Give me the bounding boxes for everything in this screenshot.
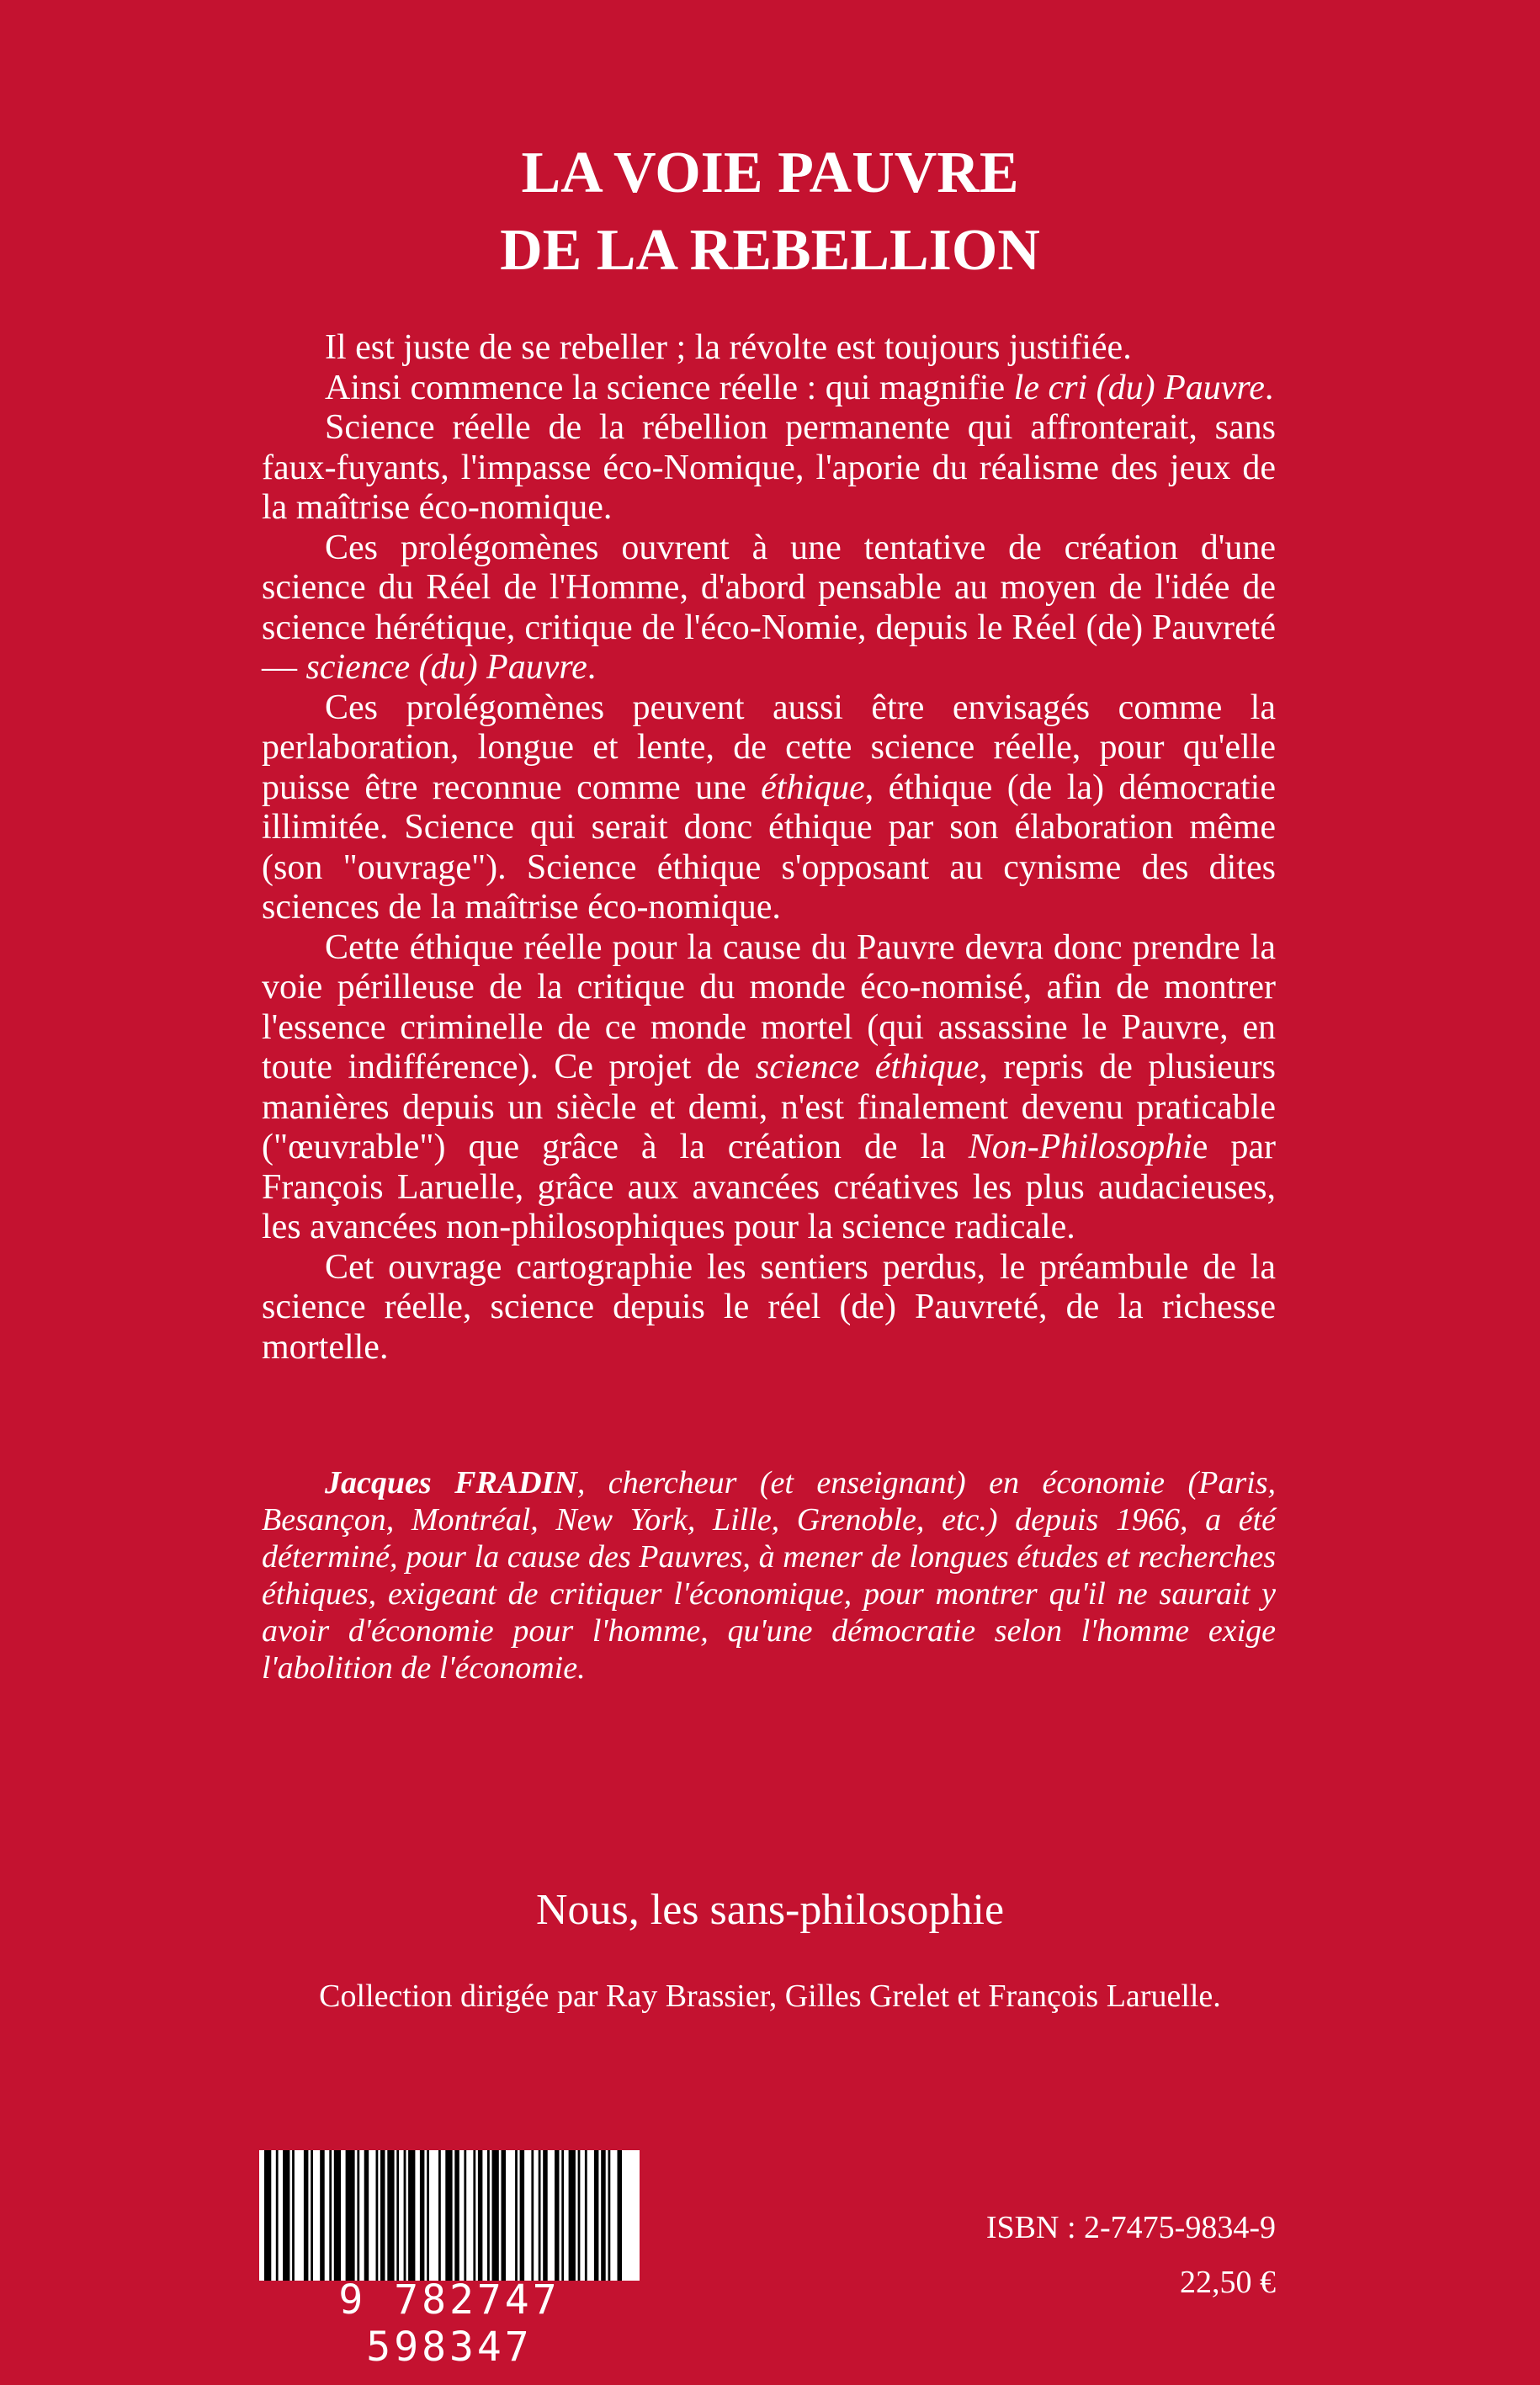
text-run: Cette éthique réelle pour la cause du Pauvre devra donc prendre la voie périlleuse de la critique du monde éco-nomisé, afin de montrer l'essence criminelle de ce monde mortel (qui assassine le Pauvre, en toute indifférence). Ce projet de [262,927,1276,1086]
barcode-bar [594,2150,599,2281]
barcode-bar [487,2150,490,2281]
author-bio-text: , chercheur (et enseignant) en économie (Paris, Besançon, Montréal, New York, Lille, Grenoble, etc.) depuis 1966, a été déterminé, pour la cause des Pauvres, à mener de longues études et recherches éthiques, exigeant de critiquer l'économique, pour montrer qu'il ne saurait y avoir d'économie pour l'homme, qu'une démocratie selon l'homme exige l'abolition de l'économie. [262,1465,1276,1686]
text-run: Ces prolégomènes peuvent aussi être envisagés comme la perlaboration, longue et lente, de cette science réelle, pour qu'elle puisse être reconnue comme une [262,688,1276,807]
text-run: . [1264,368,1274,407]
barcode-bar [531,2150,534,2281]
barcode-bar [539,2150,541,2281]
barcode-bar [515,2150,518,2281]
blurb-paragraph [262,369,1276,409]
barcode-bar [608,2150,611,2281]
barcode-bar [387,2150,394,2281]
barcode-bar [473,2150,475,2281]
barcode-bar [292,2150,295,2281]
barcode-bar [618,2150,623,2281]
barcode-bar [357,2150,359,2281]
text-run: , éthique (de la) démocratie illimitée. Science qui serait donc éthique par son élaboration même (son "ouvrage"). Science éthique s'opposant au cynisme des dites sciences de la maîtrise éco-nomique. [262,768,1276,927]
book-title [0,135,1540,289]
italic-run: éthique [761,768,865,807]
barcode-bar [376,2150,379,2281]
barcode-bars [259,2150,640,2281]
barcode-bar [543,2150,548,2281]
barcode-digits: 9 782747 598347 [338,2276,560,2371]
text-run: Science réelle de la rébellion permanente qui affronterait, sans faux-fuyants, l'impasse éco-Nomique, l'aporie du réalisme des jeux de la maîtrise éco-nomique. [262,408,1276,527]
text-run: . [587,648,597,687]
barcode-bar [329,2150,332,2281]
barcode-bar [420,2150,425,2281]
barcode-bar [364,2150,369,2281]
barcode-bar [334,2150,341,2281]
barcode-bar [601,2150,606,2281]
barcode-image [259,2150,640,2281]
barcode-bar [320,2150,325,2281]
barcode-bar [561,2150,564,2281]
collection-title: Nous, les sans-philosophie [535,1886,1005,1934]
barcode-bar [478,2150,483,2281]
barcode-bar [464,2150,466,2281]
blurb-paragraph [262,529,1276,688]
barcode-bar [276,2150,279,2281]
barcode-bar [396,2150,399,2281]
barcode-bar [304,2150,309,2281]
text-run: Ainsi commence la science réelle : qui magnifie [325,368,1014,407]
barcode-bar [438,2150,441,2281]
italic-run: science (du) Pauvre [305,648,587,687]
blurb-paragraph [262,328,1276,369]
author-bio [262,1464,1276,1686]
barcode-bar [578,2150,581,2281]
barcode-bar [492,2150,499,2281]
title-line-2: DE LA REBELLION [500,218,1040,283]
blurb-paragraph [262,408,1276,529]
blurb-paragraph [262,1248,1276,1368]
barcode-bar [585,2150,587,2281]
text-run: Il est juste de se rebeller ; la révolte est toujours justifiée. [325,328,1132,367]
barcode-bar [427,2150,429,2281]
italic-run: Non-Philosophi [968,1128,1192,1166]
barcode-bar [408,2150,415,2281]
text-run: Ces prolégomènes ouvrent à une tentative de création d'une science du Réel de l'Homme, d'abord pensable au moyen de l'idée de science hérétique, critique de l'éco-Nomie, depuis le Réel (de) Pauvreté — [262,528,1276,687]
barcode-bar [445,2150,452,2281]
text-run: e par François Laruelle, grâce aux avancées créatives les plus audacieuses, les avancées non-philosophiques pour la science radicale. [262,1128,1276,1246]
barcode-bar [283,2150,289,2281]
barcode-bar [380,2150,385,2281]
barcode-bar [502,2150,507,2281]
text-run: Cet ouvrage cartographie les sentiers perdus, le préambule de la science réelle, science depuis le réel (de) Pauvreté, de la richesse mortelle. [262,1247,1276,1367]
collection-directors: Collection dirigée par Ray Brassier, Gilles Grelet et François Laruelle. [319,1979,1221,2014]
barcode-bar [404,2150,406,2281]
title-line-1: LA VOIE PAUVRE [521,141,1019,205]
barcode-bar [311,2150,313,2281]
barcode-bar [569,2150,576,2281]
barcode-bar [346,2150,355,2281]
author-name: Jacques FRADIN [325,1465,577,1501]
barcode-bar [555,2150,560,2281]
blurb-paragraph [262,688,1276,928]
isbn-number: ISBN : 2-7475-9834-9 [985,2210,1276,2245]
italic-run: le cri (du) Pauvre [1013,368,1265,407]
barcode-bar [264,2150,271,2281]
barcode-bar [520,2150,525,2281]
blurb-paragraph [262,928,1276,1248]
italic-run: science éthique [755,1048,980,1086]
barcode-bar [454,2150,459,2281]
price: 22,50 € [1180,2265,1276,2300]
blurb-text [262,328,1276,1368]
text-run: , repris de plusieurs manières depuis un siècle et demi, n'est finalement devenu praticable ("œuvrable") que grâce à la création de la [262,1048,1276,1166]
